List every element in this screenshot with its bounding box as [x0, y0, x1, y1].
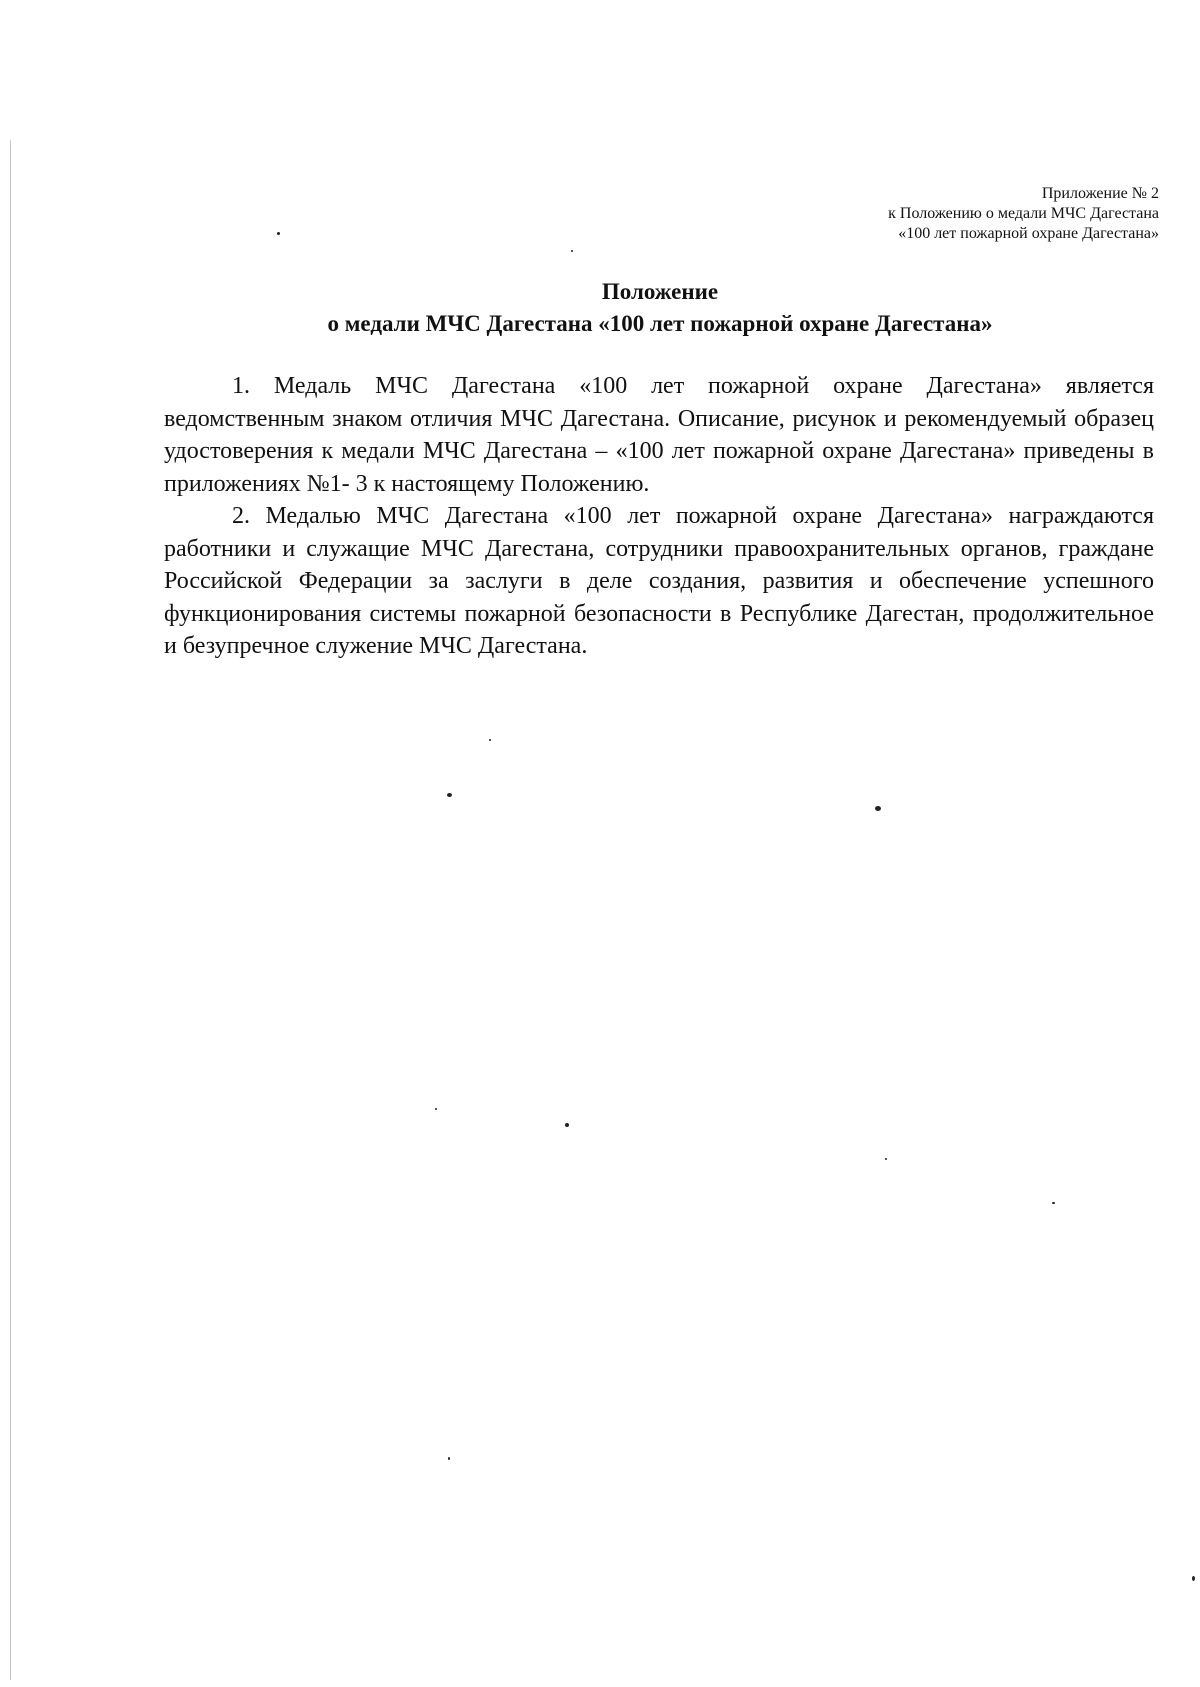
scan-speck	[435, 1108, 437, 1110]
paragraph-1: 1. Медаль МЧС Дагестана «100 лет пожарной охране Дагестана» является ведомственным знаком отличия МЧС Дагестана. Описание, рисунок и рекомендуемый образец удостоверения к медали МЧС Дагестана – «100 лет пожарной охране Дагестана» приведены в приложениях №1- 3 к настоящему Положению.	[164, 373, 1154, 497]
appendix-reference: к Положению о медали МЧС Дагестана	[888, 205, 1159, 222]
scan-speck	[447, 793, 452, 797]
scan-edge-line	[10, 140, 11, 1680]
appendix-header	[739, 184, 1159, 244]
scan-speck	[277, 232, 280, 235]
title-heading: Положение	[601, 279, 719, 304]
scan-speck	[885, 1158, 887, 1160]
paragraph-2: 2. Медалью МЧС Дагестана «100 лет пожарной охране Дагестана» награждаются работники и служащие МЧС Дагестана, сотрудники правоохранительных органов, граждане Российской Федерации за заслуги в деле создания, развития и обеспечение успешного функционирования системы пожарной безопасности в Республике Дагестан, продолжительное и безупречное служение МЧС Дагестана.	[164, 503, 1154, 659]
scan-speck	[448, 1457, 450, 1460]
document-title	[130, 276, 1190, 340]
appendix-number: Приложение № 2	[1041, 185, 1159, 202]
title-subheading: о медали МЧС Дагестана «100 лет пожарной охране Дагестана»	[327, 311, 993, 336]
appendix-medal-name: «100 лет пожарной охране Дагестана»	[898, 225, 1159, 242]
scan-speck	[565, 1123, 569, 1127]
scan-speck	[489, 739, 491, 741]
document-body	[164, 370, 1154, 663]
scan-speck	[875, 806, 881, 811]
scan-speck	[1192, 1576, 1195, 1581]
scan-speck	[571, 250, 573, 252]
scan-speck	[1052, 1202, 1055, 1204]
